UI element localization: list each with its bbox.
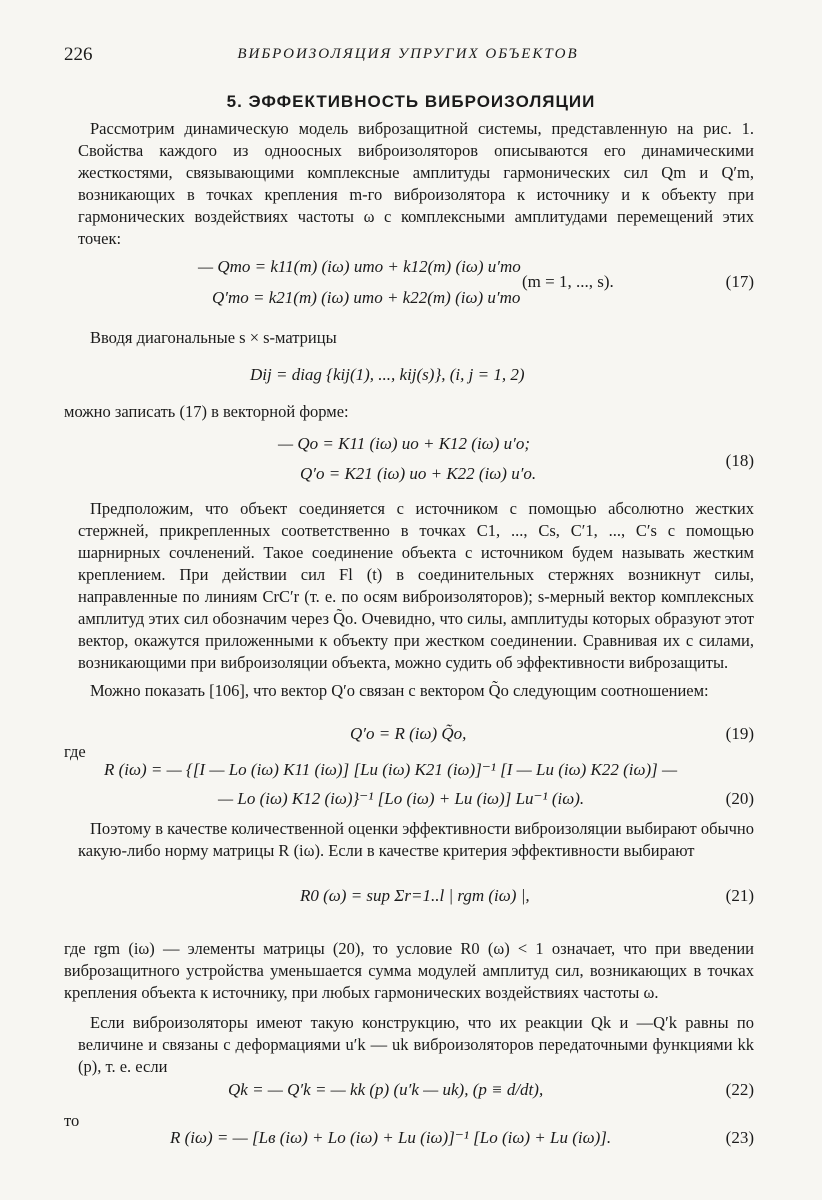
equation-number-18: (18)	[725, 451, 754, 470]
equation-20-line-1: R (iω) = — {[I — Lo (iω) K11 (iω)] [Lи (iω) K21 (iω)]⁻¹ [I — Lи (iω) K22 (iω)] —	[104, 760, 678, 779]
equation-diag-matrices: Dij = diag {kij(1), ..., kij(s)}, (i, j = 1, 2)	[250, 365, 525, 384]
running-title: ВИБРОИЗОЛЯЦИЯ УПРУГИХ ОБЪЕКТОВ	[237, 46, 579, 62]
word-where-1: где	[64, 742, 86, 761]
page-header	[64, 44, 752, 74]
equation-18-line-1: — Qo = K11 (iω) uo + K12 (iω) u′o;	[278, 434, 530, 453]
section-title: 5. ЭФФЕКТИВНОСТЬ ВИБРОИЗОЛЯЦИИ	[226, 92, 596, 111]
equation-number-17: (17)	[725, 272, 754, 291]
paragraph-4: Предположим, что объект соединяется с источником с помощью абсолютно жестких стержней, прикрепленных соответственно в точках C1, ..., Cs, C′1, ..., C′s с помощью шарнирных сочленений. Такое соединение объекта с источником будем называть жестким креплением. При действии сил Fl (t) в соединительных стержнях возникнут силы, направленные по линиям CrC′r (т. е. по осям виброизоляторов); s-мерный вектор комплексных амплитуд этих сил обозначим через Q̃o. Очевидно, что силы, амплитуды которых образуют этот вектор, окажутся приложенными к объекту при жестком соединении. Сравнивая их с силами, возникающими при виброизоляции объекта, можно судить об эффективности виброзащиты.	[78, 499, 754, 672]
page-number: 226	[64, 44, 93, 65]
equation-number-23: (23)	[725, 1128, 754, 1147]
equation-20-line-2: — Lo (iω) K12 (iω)}⁻¹ [Lo (iω) + Lи (iω)] Lи⁻¹ (iω).	[218, 789, 585, 808]
paragraph-2: Вводя диагональные s × s-матрицы	[90, 328, 337, 347]
paragraph-8: Если виброизоляторы имеют такую конструкцию, что их реакции Qk и —Q′k равны по величине и связаны с деформациями u′k — uk виброизоляторов передаточными функциями kk (p), т. е. если	[78, 1013, 754, 1076]
equation-23: R (iω) = — [Lв (iω) + Lo (iω) + Lи (iω)]⁻¹ [Lo (iω) + Lи (iω)].	[170, 1128, 612, 1147]
word-then: то	[64, 1111, 80, 1130]
equation-21: R0 (ω) = sup Σr=1..l | rgm (iω) |,	[300, 886, 530, 905]
paragraph-5: Можно показать [106], что вектор Q′o связан с вектором Q̃o следующим соотношением:	[90, 681, 709, 700]
equation-number-22: (22)	[725, 1080, 754, 1099]
equation-17-line-1: — Qmo = k11(m) (iω) umo + k12(m) (iω) u′mo	[198, 257, 521, 276]
paragraph-7: где rgm (iω) — элементы матрицы (20), то условие R0 (ω) < 1 означает, что при введении виброзащитного устройства уменьшается сумма модулей амплитуд сил, возникающих в точках крепления объекта к источнику, при любых гармонических воздействиях частоты ω.	[64, 939, 754, 1002]
equation-17-range: (m = 1, ..., s).	[522, 272, 614, 291]
paragraph-3: можно записать (17) в векторной форме:	[64, 402, 349, 421]
equation-17-line-2: Q′mo = k21(m) (iω) umo + k22(m) (iω) u′mo	[212, 288, 521, 307]
equation-22: Qk = — Q′k = — kk (p) (u′k — uk), (p ≡ d/dt),	[228, 1080, 544, 1099]
equation-19: Q′o = R (iω) Q̃o,	[350, 724, 467, 743]
equation-number-21: (21)	[725, 886, 754, 905]
paragraph-6: Поэтому в качестве количественной оценки эффективности виброизоляции выбирают обычно какую-либо норму матрицы R (iω). Если в качестве критерия эффективности выбирают	[78, 819, 754, 860]
equation-number-20: (20)	[725, 789, 754, 808]
equation-18-line-2: Q′o = K21 (iω) uo + K22 (iω) u′o.	[300, 464, 537, 483]
paragraph-1: Рассмотрим динамическую модель виброзащитной системы, представленную на рис. 1. Свойства каждого из одноосных виброизоляторов описываются его динамическими жесткостями, связывающими комплексные амплитуды гармонических сил Qm и Q′m, возникающих в точках крепления m-го виброизолятора к источнику и к объекту при гармонических воздействиях частоты ω с комплексными амплитудами перемещений этих точек:	[78, 119, 754, 248]
equation-number-19: (19)	[725, 724, 754, 743]
